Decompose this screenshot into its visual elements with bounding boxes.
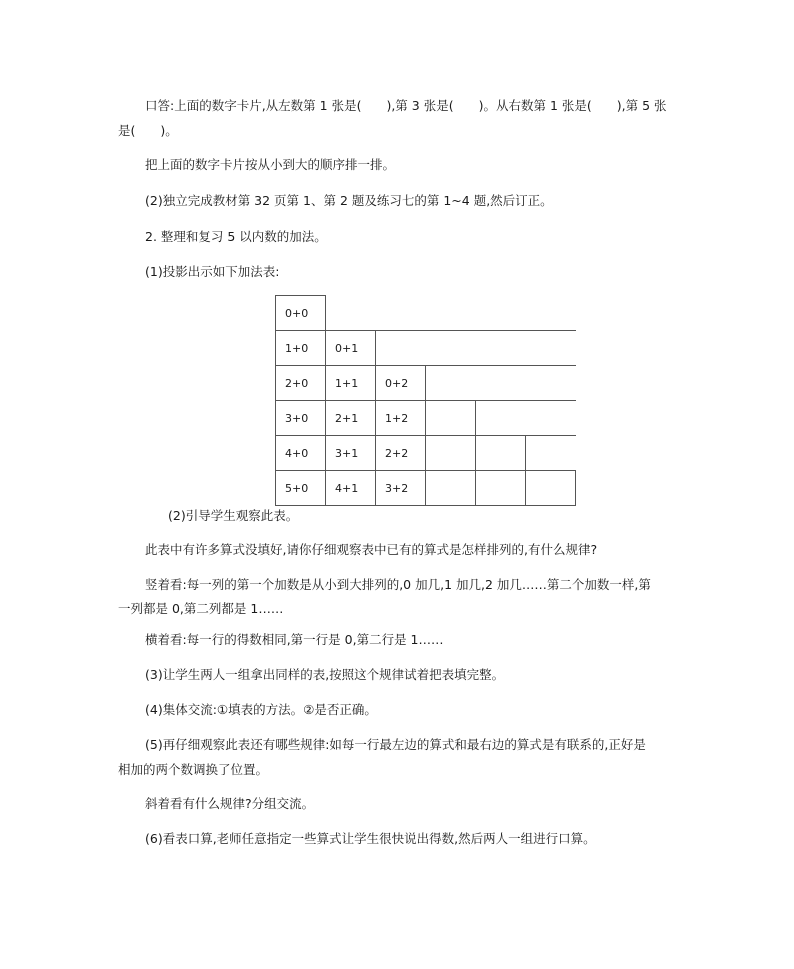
paragraph-step-6: (6)看表口算,老师任意指定一些算式让学生很快说出得数,然后两人一组进行口算。 (145, 831, 596, 846)
table-cell: 0+2 (376, 366, 426, 401)
paragraph-oral-answer-cont: 是( )。 (118, 123, 178, 138)
table-row (276, 436, 576, 471)
paragraph-sort-cards: 把上面的数字卡片按从小到大的顺序排一排。 (145, 157, 396, 172)
table-cell: 4+1 (326, 471, 376, 506)
table-cell: 3+0 (276, 401, 326, 436)
table-cell: 2+1 (326, 401, 376, 436)
table-cell-empty (476, 471, 526, 506)
paragraph-observe-table: (2)引导学生观察此表。 (168, 508, 299, 523)
table-cell: 3+1 (326, 436, 376, 471)
section-heading-addition: 2. 整理和复习 5 以内数的加法。 (145, 229, 327, 244)
paragraph-question: 此表中有许多算式没填好,请你仔细观察表中已有的算式是怎样排列的,有什么规律? (145, 542, 598, 557)
table-cell: 5+0 (276, 471, 326, 506)
table-cell: 3+2 (376, 471, 426, 506)
paragraph-oral-answer: 口答:上面的数字卡片,从左数第 1 张是( ),第 3 张是( )。从右数第 1 张是( ),第 5 张 (145, 98, 667, 113)
paragraph-horizontal: 横着看:每一行的得数相同,第一行是 0,第二行是 1…… (145, 632, 444, 647)
table-cell: 1+1 (326, 366, 376, 401)
paragraph-step-3: (3)让学生两人一组拿出同样的表,按照这个规律试着把表填完整。 (145, 667, 505, 682)
table-row (276, 401, 576, 436)
paragraph-step-4: (4)集体交流:①填表的方法。②是否正确。 (145, 702, 377, 717)
table-cell-empty (426, 401, 476, 436)
table-cell: 0+1 (326, 331, 376, 366)
addition-table (275, 295, 576, 506)
paragraph-vertical: 竖着看:每一列的第一个加数是从小到大排列的,0 加几,1 加几,2 加几……第二个加数一样,第 (145, 577, 651, 592)
table-cell: 1+2 (376, 401, 426, 436)
paragraph-step-5: (5)再仔细观察此表还有哪些规律:如每一行最左边的算式和最右边的算式是有联系的,正好是 (145, 737, 646, 752)
table-row (276, 296, 576, 331)
paragraph-show-table: (1)投影出示如下加法表: (145, 264, 280, 279)
table-row (276, 471, 576, 506)
table-cell: 0+0 (276, 296, 326, 331)
table-row (276, 366, 576, 401)
table-row (276, 331, 576, 366)
paragraph-vertical-cont: 一列都是 0,第二列都是 1…… (118, 601, 284, 616)
table-cell-empty (476, 436, 526, 471)
table-cell-empty (526, 471, 576, 506)
table-cell-empty (426, 471, 476, 506)
table-cell: 2+2 (376, 436, 426, 471)
table-cell: 4+0 (276, 436, 326, 471)
paragraph-diagonal: 斜着看有什么规律?分组交流。 (145, 796, 315, 811)
table-cell-empty (426, 436, 476, 471)
paragraph-step-2: (2)独立完成教材第 32 页第 1、第 2 题及练习七的第 1~4 题,然后订正。 (145, 193, 553, 208)
table-cell: 2+0 (276, 366, 326, 401)
paragraph-step-5-cont: 相加的两个数调换了位置。 (118, 762, 269, 777)
table-cell: 1+0 (276, 331, 326, 366)
